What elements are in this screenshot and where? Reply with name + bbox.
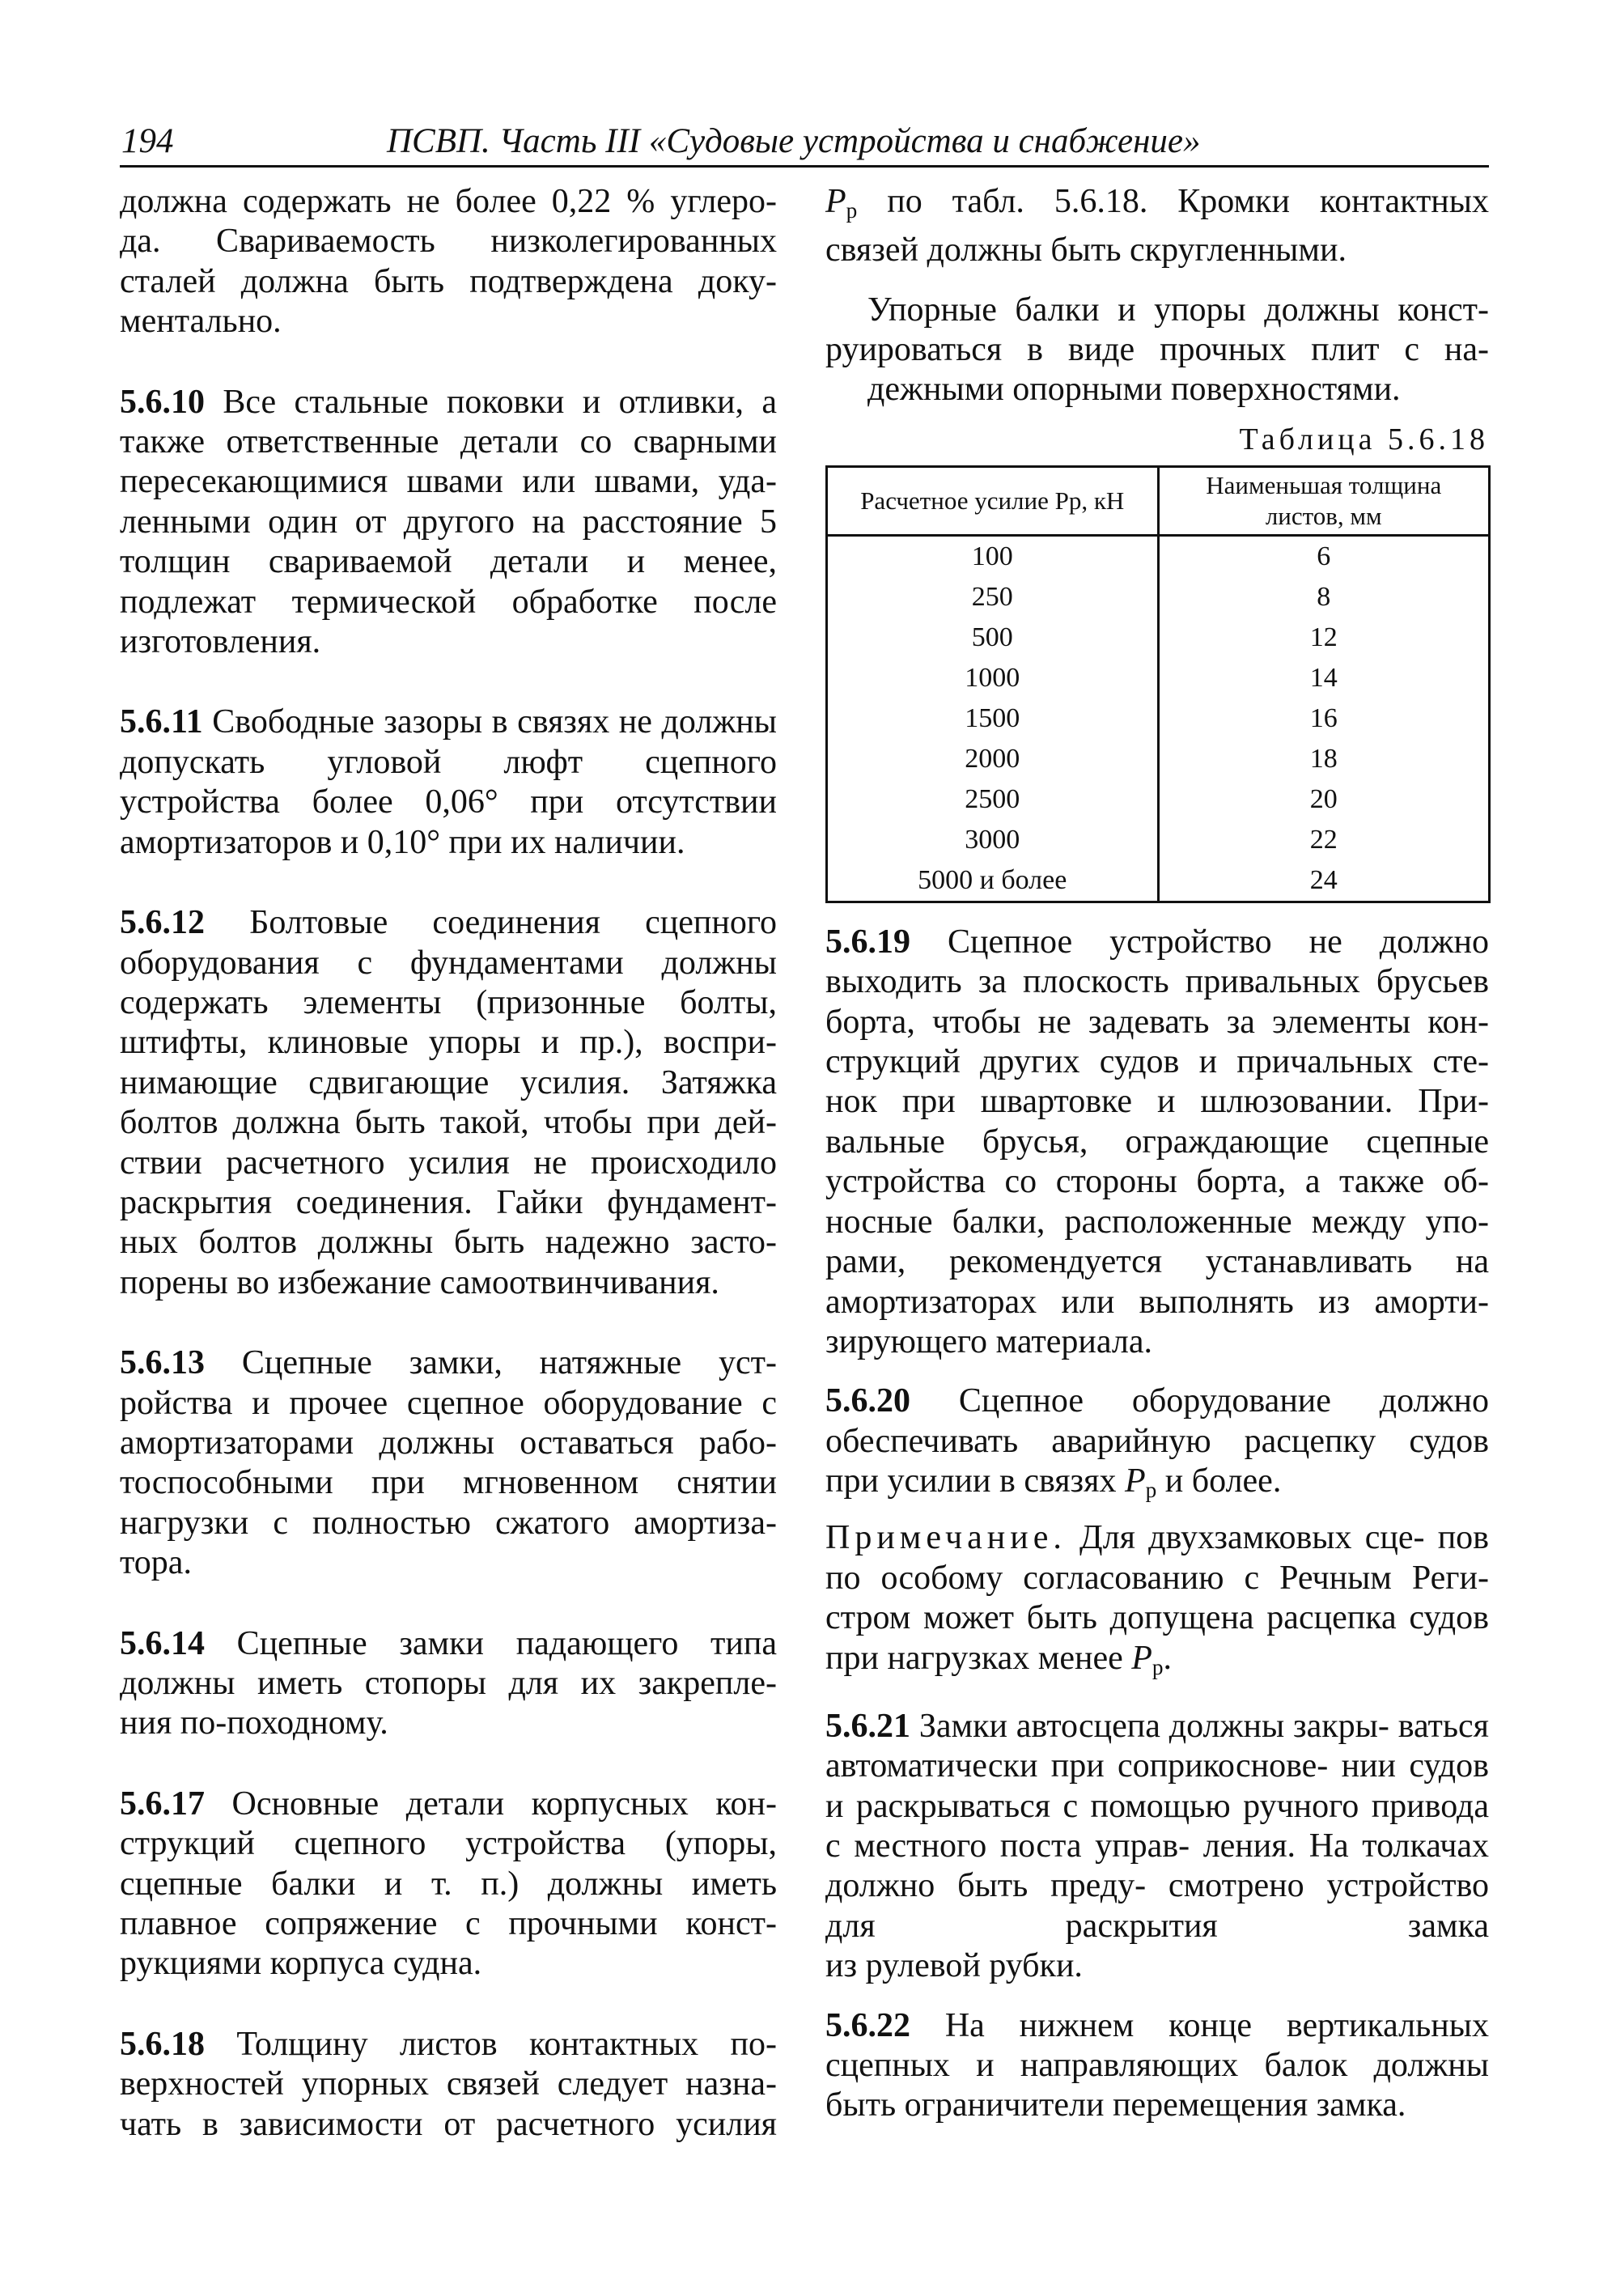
table-row: 1500 16 bbox=[827, 698, 1490, 739]
left-column bbox=[120, 182, 777, 2145]
section-5-6-10: 5.6.10 Все стальные поковки и отливки, а также ответственные детали со сварными пересекающимися швами или швами, уда- ленными один от другого на расстояние 5 толщин свариваемой детали и менее, подлежат термической обработке после изготовления. bbox=[120, 383, 777, 661]
section-5-6-22: 5.6.22 На нижнем конце вертикальных сцепных и направляющих балок должны быть ограничители перемещения замка. bbox=[825, 2006, 1489, 2124]
note: Примечание. Для двухзамковых сце- пов по особому согласованию с Речным Реги- стром может быть допущена расцепка судов при нагрузках менее $P_р$. bbox=[825, 1519, 1489, 1679]
right-column bbox=[825, 182, 1489, 2126]
table-header-force: Расчетное усилие Pр, кН bbox=[827, 466, 1159, 535]
page-number: 194 bbox=[121, 122, 174, 160]
section-number: 5.6.10 bbox=[120, 383, 205, 421]
page-header bbox=[120, 113, 1489, 168]
section-number: 5.6.18 bbox=[120, 2025, 205, 2063]
table-row: 5000 и более 24 bbox=[827, 860, 1490, 902]
section-5-6-17: 5.6.17 Основные детали корпусных кон- струкций сцепного устройства (упоры, сцепные балки и т. п.) должны иметь плавное сопряжение с прочными конст- рукциями корпуса судна. bbox=[120, 1785, 777, 1983]
table-row: 250 8 bbox=[827, 577, 1490, 618]
section-number: 5.6.20 bbox=[825, 1382, 910, 1420]
section-5-6-13: 5.6.13 Сцепные замки, натяжные уст- ройства и прочее сцепное оборудование с амортизаторами должны оставаться рабо- тоспособными при мгновенном снятии нагрузки с полностью сжатого амортиза- тора. bbox=[120, 1344, 777, 1582]
table-header-thickness: Наименьшая толщина листов, мм bbox=[1158, 466, 1490, 535]
note-label: Примечание. bbox=[825, 1519, 1067, 1557]
section-5-6-18-continuation: $P_р$ по табл. 5.6.18. Кромки контактных связей должны быть скругленными. bbox=[825, 183, 1489, 269]
section-5-6-14: 5.6.14 Сцепные замки падающего типа должны иметь стопоры для их закрепле- ния по-походному. bbox=[120, 1624, 777, 1742]
section-number: 5.6.17 bbox=[120, 1785, 205, 1823]
table-row: 500 12 bbox=[827, 618, 1490, 658]
section-number: 5.6.21 bbox=[825, 1707, 910, 1745]
thickness-table bbox=[825, 465, 1491, 903]
section-5-6-12: 5.6.12 Болтовые соединения сцепного оборудования с фундаментами должны содержать элементы (призонные болты, штифты, клиновые упоры и пр.), воспри- нимающие сдвигающие усилия. Затяжка болтов должна быть такой, чтобы при дей- ствии расчетного усилия не происходило раскрытия соединения. Гайки фундамент- ных болтов должны быть надежно засто- порены во избежание самоотвинчивания. bbox=[120, 904, 777, 1301]
section-number: 5.6.13 bbox=[120, 1344, 205, 1382]
section-number: 5.6.11 bbox=[120, 703, 203, 741]
section-5-6-21: 5.6.21 Замки автосцепа должны закры- ваться автоматически при соприкоснове- нии судов и раскрываться с помощью ручного привода с местного поста управ- ления. На толкачах должно быть преду- смотрено устройство для раскрытия замка из рулевой рубки. bbox=[825, 1707, 1489, 1985]
section-5-6-19: 5.6.19 Сцепное устройство не должно выходить за плоскость привальных брусьев борта, чтобы не задевать за элементы кон- струкций других судов и причальных сте- нок при швартовке и шлюзовании. При- вальные брусья, ограждающие сцепные устройства со стороны борта, а также об- носные балки, расположенные между упо- рами, рекомендуется устанавливать на амортизаторах или выполнять из аморти- зирующего материала. bbox=[825, 923, 1489, 1360]
section-5-6-18: 5.6.18 Толщину листов контактных по- верхностей упорных связей следует назна- чать в зависимости от расчетного усилия bbox=[120, 2025, 777, 2143]
table-row: 2500 20 bbox=[827, 779, 1490, 820]
paragraph-upory: Упорные балки и упоры должны конст- руироваться в виде прочных плит с на- дежными опорными поверхностями. bbox=[825, 291, 1489, 409]
section-number: 5.6.22 bbox=[825, 2006, 910, 2044]
table-row: 2000 18 bbox=[827, 739, 1490, 779]
paragraph-continuation: должна содержать не более 0,22 % углеро- да. Свариваемость низколегированных сталей должна быть подтверждена доку- ментально. bbox=[120, 183, 777, 341]
table-row: 1000 14 bbox=[827, 658, 1490, 698]
table-caption: Таблица 5.6.18 bbox=[1239, 422, 1489, 456]
table-row: 100 6 bbox=[827, 535, 1490, 577]
section-5-6-20: 5.6.20 Сцепное оборудование должно обеспечивать аварийную расцепку судов при усилии в связях $P_р$ и более. bbox=[825, 1382, 1489, 1502]
table-row: 3000 22 bbox=[827, 820, 1490, 860]
running-title: ПСВП. Часть III «Судовые устройства и снабжение» bbox=[387, 122, 1201, 160]
section-number: 5.6.12 bbox=[120, 904, 205, 942]
section-number: 5.6.14 bbox=[120, 1624, 205, 1662]
section-number: 5.6.19 bbox=[825, 923, 910, 961]
section-5-6-11: 5.6.11 Свободные зазоры в связях не должны допускать угловой люфт сцепного устройства более 0,06° при отсутствии амортизаторов и 0,10° при их наличии. bbox=[120, 703, 777, 861]
